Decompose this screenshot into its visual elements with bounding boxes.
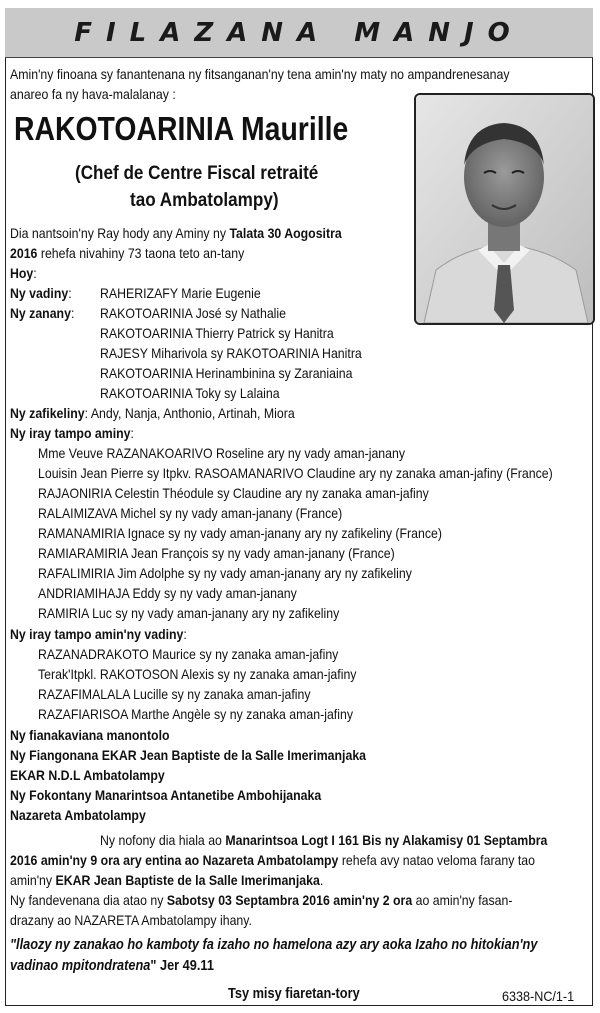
iray-tampo-item: RAMANAMIRIA Ignace sy ny vady aman-janany ary ny zafikeliny (France): [38, 525, 442, 541]
iray-tampo-vadiny-item: Terak'Itpkl. RAKOTOSON Alexis sy ny zanaka aman-jafiny: [38, 666, 357, 682]
iray-tampo-vadiny-item: RAZAFIMALALA Lucille sy ny zanaka aman-jafiny: [38, 686, 311, 702]
group-line: Nazareta Ambatolampy: [10, 807, 146, 823]
group-line: Ny Fokontany Manarintsoa Antanetibe Ambohijanaka: [10, 787, 322, 803]
notice-reference: 6338-NC/1-1: [502, 988, 575, 1004]
vadiny-label: Ny vadiny:: [10, 285, 72, 301]
verse-line-2: vadinao mpitondratena" Jer 49.11: [10, 958, 214, 974]
notice-title: FILAZANA MANJO: [74, 17, 524, 48]
funeral-line-2: 2016 amin'ny 9 ora ary entina ao Nazareta Ambatolampy rehefa avy natao veloma farany tao: [10, 852, 535, 868]
iray-tampo-aminy-label: Ny iray tampo aminy:: [10, 425, 134, 441]
death-notice-line-2: 2016 rehefa nivahiny 73 taona teto an-tany: [10, 245, 245, 261]
group-line: EKAR N.D.L Ambatolampy: [10, 767, 165, 783]
funeral-line-3: amin'ny EKAR Jean Baptiste de la Salle Imerimanjaka.: [10, 872, 324, 888]
burial-line-2: drazany ao NAZARETA Ambatolampy ihany.: [10, 912, 252, 928]
zanany-item: RAKOTOARINIA Thierry Patrick sy Hanitra: [100, 325, 334, 341]
hoy-label: Hoy:: [10, 265, 37, 281]
iray-tampo-item: RAMIARAMIRIA Jean François sy ny vady aman-janany (France): [38, 545, 395, 561]
iray-tampo-item: Louisin Jean Pierre sy Itpkv. RASOAMANARIVO Claudine ary ny zanaka aman-jafiny (France): [38, 465, 553, 481]
closing-phrase: Tsy misy fiaretan-tory: [228, 986, 360, 1002]
death-notice-line-1: Dia nantsoin'ny Ray hody any Aminy ny Talata 30 Aogositra: [10, 225, 342, 241]
group-line: Ny fianakaviana manontolo: [10, 727, 170, 743]
group-line: Ny Fiangonana EKAR Jean Baptiste de la Salle Imerimanjaka: [10, 747, 367, 763]
iray-tampo-item: ANDRIAMIHAJA Eddy sy ny vady aman-janany: [38, 585, 297, 601]
portrait-image: [416, 95, 593, 323]
iray-tampo-item: RALAIMIZAVA Michel sy ny vady aman-janany (France): [38, 505, 343, 521]
deceased-title-1: (Chef de Centre Fiscal retraité: [75, 163, 319, 184]
zanany-item: RAJESY Miharivola sy RAKOTOARINIA Hanitra: [100, 345, 362, 361]
zanany-item: RAKOTOARINIA Herinambinina sy Zaraniaina: [100, 365, 353, 381]
iray-tampo-vadiny-label: Ny iray tampo amin'ny vadiny:: [10, 626, 187, 642]
iray-tampo-vadiny-item: RAZANADRAKOTO Maurice sy ny zanaka aman-jafiny: [38, 646, 339, 662]
iray-tampo-item: RAMIRIA Luc sy ny vady aman-janany ary ny zafikeliny: [38, 605, 340, 621]
verse-line-1: "llaozy ny zanakao ho kamboty fa izaho no hamelona azy ary aoka Izaho no hitokian'ny: [10, 937, 538, 953]
burial-line-1: Ny fandevenana dia atao ny Sabotsy 03 Septambra 2016 amin'ny 2 ora ao amin'ny fasan-: [10, 892, 513, 908]
funeral-line-1: Ny nofony dia hiala ao Manarintsoa Logt I 161 Bis ny Alakamisy 01 Septambra: [100, 832, 548, 848]
zanany-label: Ny zanany:: [10, 305, 75, 321]
intro-line-1: Amin'ny finoana sy fanantenana ny fitsanganan'ny tena amin'ny maty no ampandrenesanay: [10, 66, 510, 82]
zanany-item: RAKOTOARINIA José sy Nathalie: [100, 305, 287, 321]
zafikeliny-line: Ny zafikeliny: Andy, Nanja, Anthonio, Artinah, Miora: [10, 405, 295, 421]
deceased-name: RAKOTOARINIA Maurille: [14, 110, 349, 147]
zanany-item: RAKOTOARINIA Toky sy Lalaina: [100, 385, 280, 401]
deceased-title-2: tao Ambatolampy): [130, 190, 279, 211]
notice-header: [5, 8, 593, 58]
intro-line-2: anareo fa ny hava-malalanay :: [10, 86, 176, 102]
iray-tampo-vadiny-item: RAZAFIARISOA Marthe Angèle sy ny zanaka aman-jafiny: [38, 706, 353, 722]
deceased-photo: [414, 93, 595, 325]
iray-tampo-item: Mme Veuve RAZANAKOARIVO Roseline ary ny vady aman-janany: [38, 445, 406, 461]
iray-tampo-item: RAFALIMIRIA Jim Adolphe sy ny vady aman-janany ary ny zafikeliny: [38, 565, 412, 581]
iray-tampo-item: RAJAONIRIA Celestin Théodule sy Claudine ary ny zanaka aman-jafiny: [38, 485, 429, 501]
vadiny-value: RAHERIZAFY Marie Eugenie: [100, 285, 261, 301]
